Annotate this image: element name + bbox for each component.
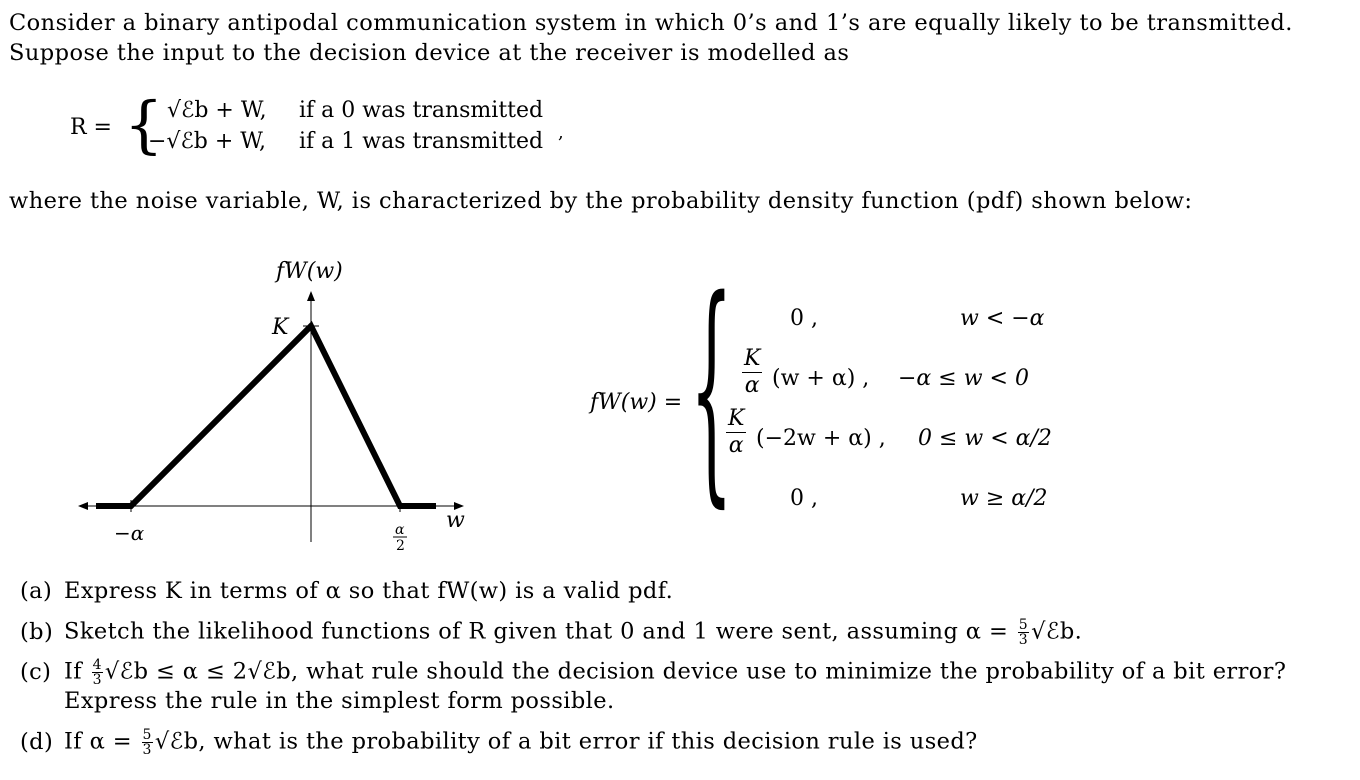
pdf-row2-coef: [742, 346, 762, 399]
pdf-plot: [0, 250, 480, 560]
part-d: [20, 728, 978, 757]
model-case1-cond: if a 0 was transmitted: [299, 98, 544, 123]
part-a-label: (a): [20, 578, 53, 604]
pdf-row2-cond: −α ≤ w < 0: [898, 366, 1029, 391]
pdf-row1-expr: 0 ,: [790, 306, 818, 331]
part-d-text-2: √ℰb, what is the probability of a bit error if this decision rule is used?: [154, 728, 978, 755]
pdf-row3-expr: (−2w + α) ,: [756, 426, 886, 451]
y-axis-arrow: [307, 291, 315, 301]
pdf-curve: [96, 326, 436, 506]
pdf-row4-cond: w ≥ α/2: [960, 486, 1048, 511]
model-trailing-comma: ,: [558, 122, 564, 143]
part-c-line-2: Express the rule in the simplest form possible.: [64, 688, 615, 714]
pdf-row2-expr: (w + α) ,: [772, 366, 870, 391]
tick-label-neg-alpha: −α: [114, 521, 145, 545]
part-d-fraction: [142, 728, 153, 757]
part-b-text-2: √ℰb.: [1031, 618, 1083, 645]
part-c: [20, 658, 1286, 687]
model-case1-expr: √ℰb + W,: [167, 98, 267, 123]
part-b-frac-den: 3: [1018, 632, 1029, 648]
pdf-row3-coef: [726, 406, 746, 459]
part-b-label: (b): [20, 618, 54, 645]
intro-line-1: Consider a binary antipodal communication system in which 0’s and 1’s are equally likely to be transmitted.: [9, 10, 1293, 36]
pdf-def-brace: {: [690, 248, 733, 528]
part-c-frac-num: 4: [92, 657, 102, 673]
tick-label-alpha-den: 2: [396, 538, 405, 554]
pdf-row2-coef-num: K: [744, 346, 761, 371]
pdf-row4-expr: 0 ,: [790, 486, 818, 511]
part-d-frac-num: 5: [142, 727, 152, 743]
model-case2-expr: −√ℰb + W,: [148, 129, 267, 154]
part-c-frac-den: 3: [92, 672, 102, 688]
part-d-text-1: If α =: [64, 728, 132, 755]
part-d-frac-den: 3: [142, 742, 152, 758]
part-c-text-1: If: [64, 658, 83, 685]
model-brace: {: [124, 88, 164, 161]
model-case2-cond: if a 1 was transmitted: [299, 129, 544, 154]
plot-ylabel: fW(w): [276, 259, 343, 284]
part-a-text: Express K in terms of α so that fW(w) is a valid pdf.: [64, 578, 674, 604]
pdf-def-lhs: fW(w) =: [590, 390, 683, 415]
pdf-row3-coef-den: α: [728, 433, 744, 458]
tick-label-alpha-num: α: [395, 522, 405, 538]
x-axis-left-arrow: [78, 502, 88, 510]
plot-xlabel: w: [446, 508, 465, 533]
part-c-text-2: √ℰb ≤ α ≤ 2√ℰb, what rule should the decision device use to minimize the probability of a bit error?: [104, 658, 1287, 685]
pdf-row1-cond: w < −α: [960, 306, 1045, 331]
part-d-label: (d): [20, 728, 54, 755]
part-b: [20, 618, 1082, 647]
pdf-row3-coef-num: K: [728, 406, 745, 431]
part-a: [20, 578, 673, 604]
plot-peak-label: K: [272, 315, 289, 340]
part-b-text-1: Sketch the likelihood functions of R given that 0 and 1 were sent, assuming α =: [64, 618, 1009, 645]
part-c-label: (c): [20, 658, 52, 685]
part-c-fraction: [92, 658, 103, 687]
model-lhs: R =: [70, 115, 112, 140]
part-b-frac-num: 5: [1018, 617, 1029, 633]
pdf-row2-coef-den: α: [744, 373, 760, 398]
intro-line-2: Suppose the input to the decision device at the receiver is modelled as: [9, 40, 850, 66]
noise-description: where the noise variable, W, is characterized by the probability density function (pdf) shown below:: [9, 188, 1193, 214]
pdf-row3-cond: 0 ≤ w < α/2: [918, 426, 1052, 451]
part-b-fraction: [1018, 618, 1029, 647]
